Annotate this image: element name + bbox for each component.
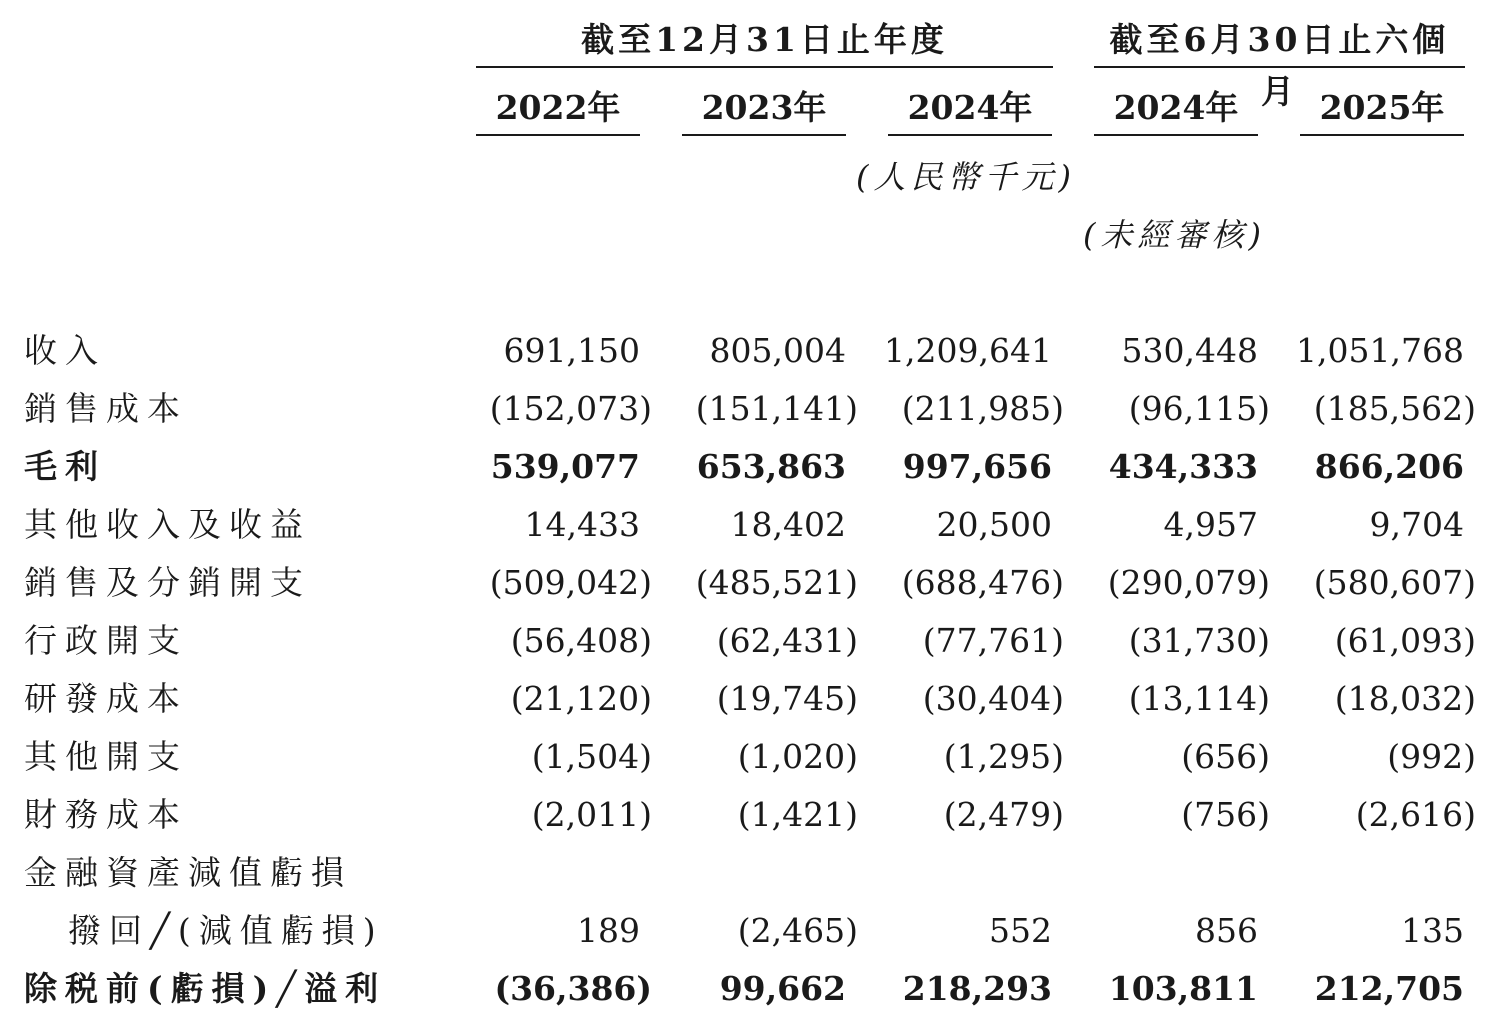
table-cell: (31,730) [1128,621,1270,660]
table-cell: (151,141) [695,389,858,428]
table-cell: 99,662 [719,969,846,1008]
row-label: 財務成本 [24,795,188,834]
table-cell: 14,433 [524,505,640,544]
table-cell: (509,042) [489,563,652,602]
table-cell: (61,093) [1334,621,1476,660]
table-row [0,960,1500,1018]
table-cell: (56,408) [510,621,652,660]
table-cell: (21,120) [510,679,652,718]
table-cell: (2,011) [531,795,652,834]
table-row [0,496,1500,554]
unaudited-note: (未經審核) [1083,216,1266,254]
table-row [0,902,1500,960]
table-cell: 189 [577,911,640,950]
table-cell: (13,114) [1128,679,1270,718]
table-cell: (96,115) [1128,389,1270,428]
table-cell: 434,333 [1108,447,1258,486]
table-cell: (19,745) [716,679,858,718]
row-label: 除税前(虧損)╱溢利 [24,969,387,1008]
table-cell: 20,500 [936,505,1052,544]
table-cell: (1,295) [943,737,1064,776]
row-label: 毛利 [24,447,106,486]
table-row [0,554,1500,612]
unit-note: (人民幣千元) [856,158,1076,196]
table-cell: (688,476) [901,563,1064,602]
table-cell: (290,079) [1107,563,1270,602]
year-header: 2025年 [1300,82,1464,136]
year-header: 2022年 [476,82,640,136]
group-header-fiscal-year: 截至12月31日止年度 [476,14,1053,68]
group-header-half-year: 截至6月30日止六個月 [1094,14,1465,68]
table-cell: 653,863 [696,447,846,486]
table-cell: (1,020) [737,737,858,776]
year-header: 2024年 [1094,82,1258,136]
year-header: 2023年 [682,82,846,136]
table-cell: 805,004 [709,331,846,370]
table-cell: 539,077 [490,447,640,486]
table-cell: (580,607) [1313,563,1476,602]
row-label: 行政開支 [24,621,188,660]
table-cell: (152,073) [489,389,652,428]
table-cell: 218,293 [902,969,1052,1008]
table-cell: (77,761) [922,621,1064,660]
year-header: 2024年 [888,82,1052,136]
table-cell: 18,402 [730,505,846,544]
row-label: 銷售成本 [24,389,188,428]
row-label: 金融資產減值虧損 [24,853,352,892]
table-cell: (62,431) [716,621,858,660]
table-cell: 1,051,768 [1296,331,1464,370]
table-cell: 9,704 [1369,505,1464,544]
table-cell: (18,032) [1334,679,1476,718]
table-cell: (2,479) [943,795,1064,834]
table-cell: (2,616) [1355,795,1476,834]
table-row [0,786,1500,844]
table-cell: 1,209,641 [884,331,1052,370]
table-cell: (185,562) [1313,389,1476,428]
table-cell: 997,656 [902,447,1052,486]
table-cell: 691,150 [503,331,640,370]
table-row [0,438,1500,496]
table-cell: 4,957 [1163,505,1258,544]
table-cell: 552 [989,911,1052,950]
table-row [0,844,1500,902]
table-cell: 212,705 [1314,969,1464,1008]
table-cell: (2,465) [737,911,858,950]
row-label: 銷售及分銷開支 [24,563,311,602]
table-cell: (656) [1181,737,1270,776]
table-cell: (1,421) [737,795,858,834]
table-cell: 135 [1401,911,1464,950]
table-cell: 103,811 [1108,969,1258,1008]
table-row [0,612,1500,670]
table-cell: 866,206 [1314,447,1464,486]
row-label: 其他收入及收益 [24,505,311,544]
row-label: 研發成本 [24,679,188,718]
table-row [0,322,1500,380]
table-row [0,380,1500,438]
row-label: 撥回╱(減值虧損) [68,911,384,950]
table-cell: (1,504) [531,737,652,776]
table-cell: (30,404) [922,679,1064,718]
table-cell: (992) [1387,737,1476,776]
row-label: 收入 [24,331,106,370]
table-row [0,670,1500,728]
table-cell: (756) [1181,795,1270,834]
row-label: 其他開支 [24,737,188,776]
table-row [0,728,1500,786]
table-cell: (36,386) [494,969,652,1008]
table-cell: 530,448 [1121,331,1258,370]
table-cell: (211,985) [901,389,1064,428]
table-cell: (485,521) [695,563,858,602]
table-cell: 856 [1195,911,1258,950]
